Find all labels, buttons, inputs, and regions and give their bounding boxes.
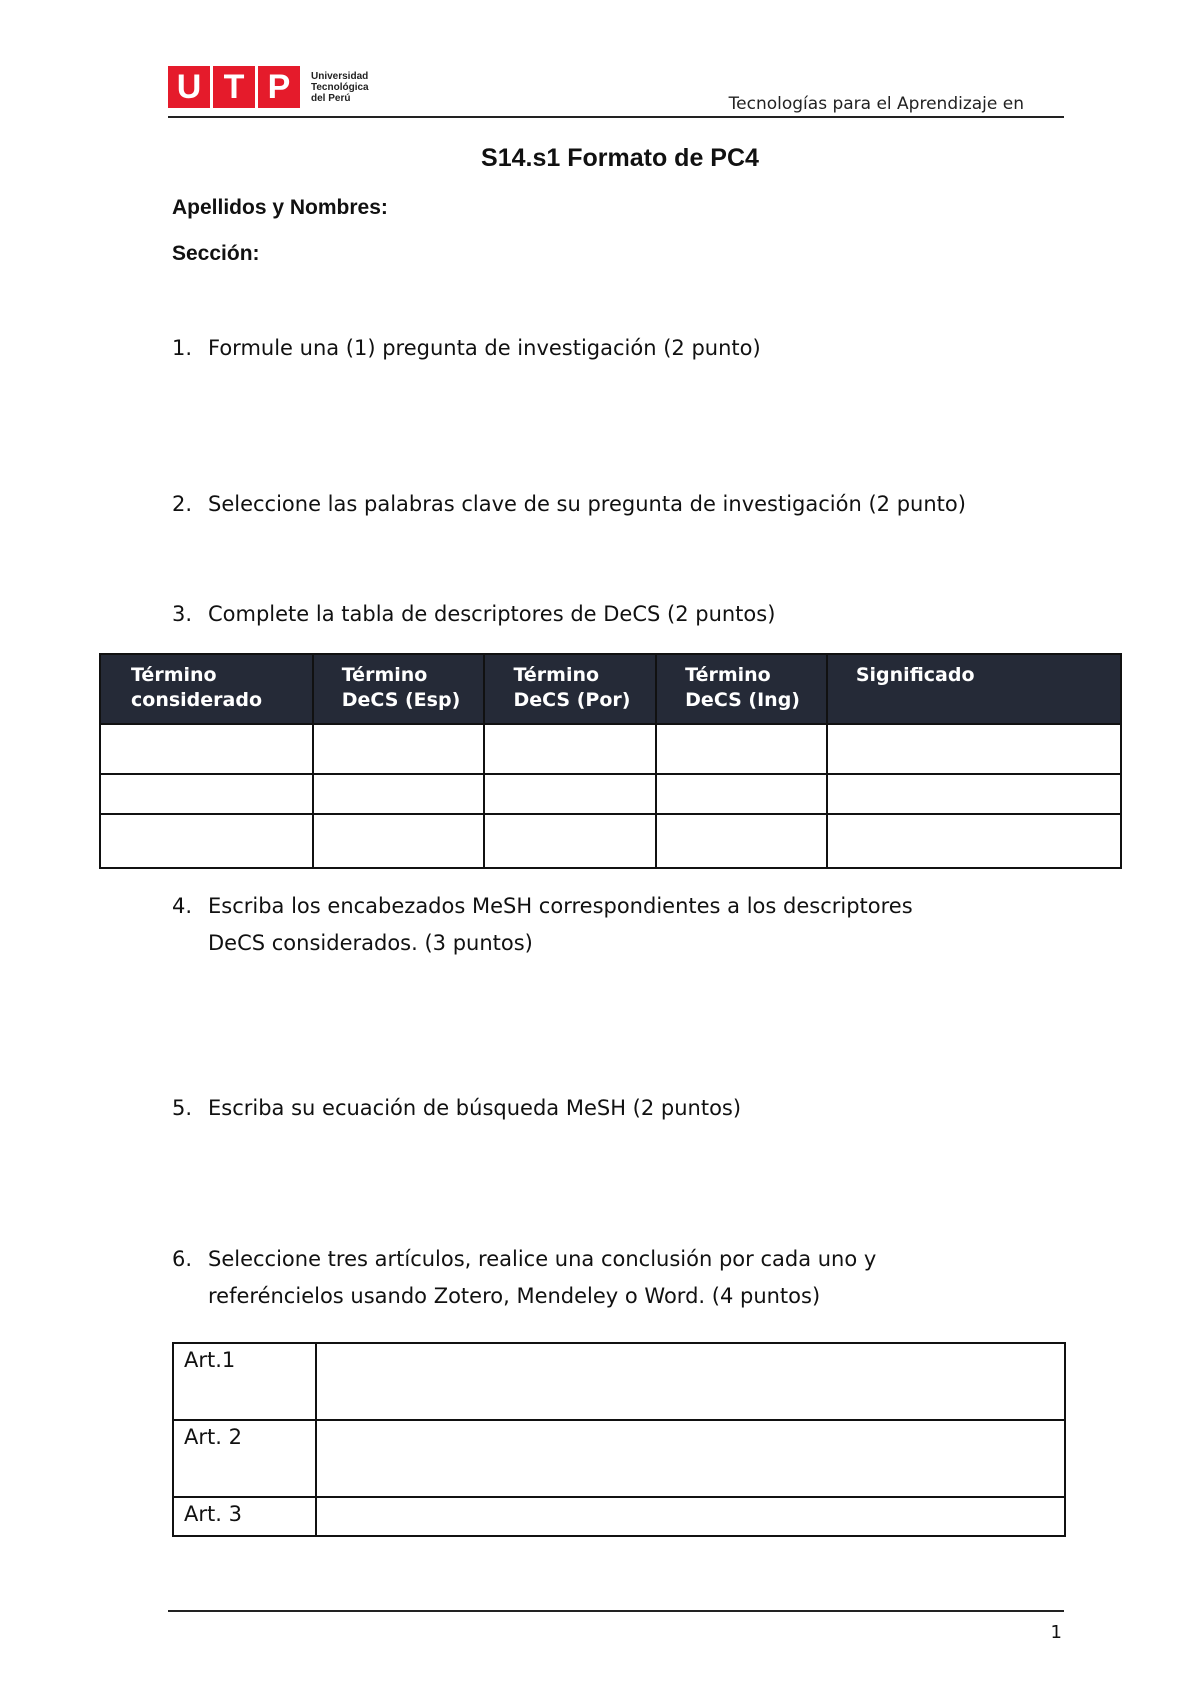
article-conclusion-cell[interactable]	[316, 1343, 1065, 1420]
utp-logo	[168, 64, 369, 110]
question-6: 6. Seleccione tres artículos, realice una conclusión por cada uno y referéncielos usando Zotero, Mendeley o Word. (4 puntos)	[172, 1247, 877, 1308]
logo-wordmark: Universidad Tecnológica del Perú	[311, 70, 369, 104]
question-1: 1. Formule una (1) pregunta de investigación (2 punto)	[172, 336, 761, 360]
footer-divider	[168, 1610, 1064, 1612]
logo-letter-p: P	[258, 66, 300, 108]
section-label: Sección:	[172, 242, 260, 265]
article-label: Art. 2	[173, 1420, 316, 1497]
table-row	[100, 774, 1121, 814]
table-cell[interactable]	[100, 814, 313, 868]
table-row	[173, 1420, 1065, 1497]
table-cell[interactable]	[827, 774, 1121, 814]
table-cell[interactable]	[656, 724, 827, 774]
article-label: Art.1	[173, 1343, 316, 1420]
course-name: Tecnologías para el Aprendizaje en	[728, 94, 1024, 114]
article-label: Art. 3	[173, 1497, 316, 1536]
header-decs-por: Término DeCS (Por)	[484, 654, 656, 724]
decs-table	[99, 653, 1122, 869]
table-cell[interactable]	[827, 724, 1121, 774]
table-row	[173, 1343, 1065, 1420]
question-2: 2. Seleccione las palabras clave de su pregunta de investigación (2 punto)	[172, 492, 966, 516]
question-3: 3. Complete la tabla de descriptores de DeCS (2 puntos)	[172, 602, 776, 626]
table-cell[interactable]	[313, 724, 485, 774]
table-cell[interactable]	[656, 814, 827, 868]
table-cell[interactable]	[827, 814, 1121, 868]
page-number: 1	[1050, 1622, 1062, 1643]
page-title: S14.s1 Formato de PC4	[481, 144, 759, 172]
header-significado: Significado	[827, 654, 1121, 724]
table-cell[interactable]	[100, 724, 313, 774]
header-decs-esp: Término DeCS (Esp)	[313, 654, 485, 724]
names-label: Apellidos y Nombres:	[172, 196, 388, 219]
question-4: 4. Escriba los encabezados MeSH correspondientes a los descriptores DeCS considerados. (3 puntos)	[172, 894, 913, 955]
table-cell[interactable]	[484, 774, 656, 814]
table-cell[interactable]	[313, 814, 485, 868]
table-cell[interactable]	[484, 724, 656, 774]
header-termino-considerado: Término considerado	[100, 654, 313, 724]
decs-header-row	[100, 654, 1121, 724]
article-conclusion-cell[interactable]	[316, 1497, 1065, 1536]
table-cell[interactable]	[656, 774, 827, 814]
article-conclusion-cell[interactable]	[316, 1420, 1065, 1497]
header-divider	[168, 116, 1064, 118]
table-row	[173, 1497, 1065, 1536]
table-cell[interactable]	[313, 774, 485, 814]
logo-letter-t: T	[213, 66, 255, 108]
table-cell[interactable]	[484, 814, 656, 868]
articles-table	[172, 1342, 1066, 1537]
question-5: 5. Escriba su ecuación de búsqueda MeSH (2 puntos)	[172, 1096, 742, 1120]
table-cell[interactable]	[100, 774, 313, 814]
table-row	[100, 814, 1121, 868]
header-decs-ing: Término DeCS (Ing)	[656, 654, 827, 724]
logo-letter-u: U	[168, 66, 210, 108]
table-row	[100, 724, 1121, 774]
